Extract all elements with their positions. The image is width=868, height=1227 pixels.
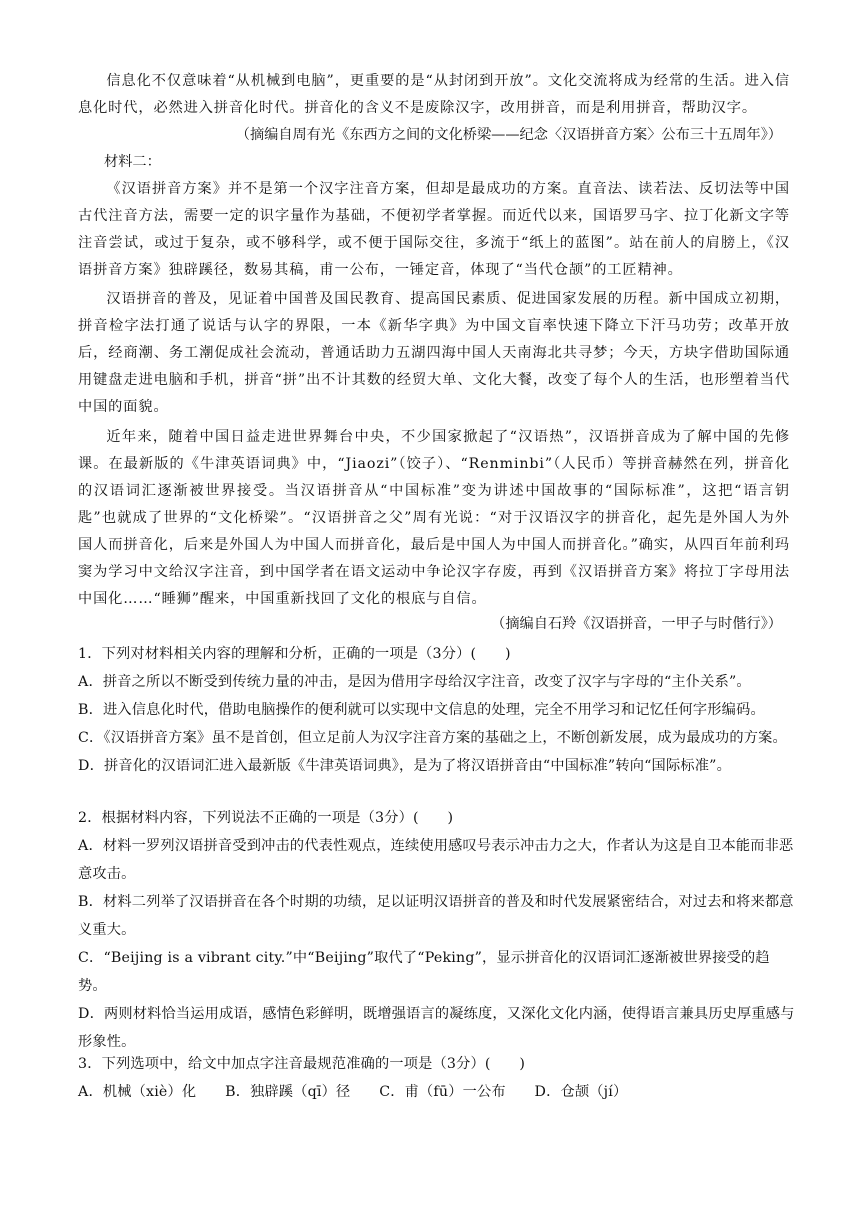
question-2-option-d: D．两则材料恰当运用成语，感情色彩鲜明，既增强语言的凝练度，又深化文化内涵，使得语言兼具历史厚重感与形象性。 (78, 1006, 795, 1050)
material2-paragraph-3: 近年来，随着中国日益走进世界舞台中央，不少国家掀起了“汉语热”，汉语拼音成为了解中国的先修课。在最新版的《牛津英语词典》中，“Jiaozi”（饺子）、“Renminbi”（人民币）等拼音赫然在列，拼音化的汉语词汇逐渐被世界接受。当汉语拼音从“中国标准”变为讲述中国故事的“国际标准”，这把“语言钥匙”也就成了世界的“文化桥梁”。“汉语拼音之父”周有光说：“对于汉语汉字的拼音化，起先是外国人为外国人而拼音化，后来是外国人为中国人而拼音化，最后是中国人为中国人而拼音化。”确实，从四百年前利玛窦为学习中文给汉字注音，到中国学者在语文运动中争论汉字存废，再到《汉语拼音方案》将拉丁字母用法中国化……“睡狮”醒来，中国重新找回了文化的根底与自信。 (78, 429, 790, 607)
source-citation-1: （摘编自周有光《东西方之间的文化桥梁——纪念〈汉语拼音方案〉公布三十五周年》） (235, 127, 782, 143)
question-1-option-b: B．进入信息化时代，借助电脑操作的便利就可以实现中文信息的处理，完全不用学习和记忆任何字形编码。 (78, 702, 765, 718)
question-1 (78, 640, 796, 780)
material2-label: 材料二： (104, 154, 161, 170)
question-2-stem: 2．根据材料内容，下列说法不正确的一项是（3分）( ) (78, 810, 454, 826)
source-citation-2: （摘编自石羚《汉语拼音，一甲子与时偕行》） (491, 616, 782, 632)
question-2 (78, 804, 796, 1056)
question-3 (78, 1050, 796, 1106)
material1-tail-paragraph: 信息化不仅意味着“从机械到电脑”，更重要的是“从封闭到开放”。文化交流将成为经常的生活。进入信息化时代，必然进入拼音化时代。拼音化的含义不是废除汉字，改用拼音，而是利用拼音，帮助汉字。 (78, 73, 790, 116)
question-3-stem: 3．下列选项中，给文中加点字注音最规范准确的一项是（3分）( ) (78, 1056, 526, 1072)
question-2-option-b: B．材料二列举了汉语拼音在各个时期的功绩，足以证明汉语拼音的普及和时代发展紧密结合，对过去和将来都意义重大。 (78, 894, 794, 938)
question-2-option-a: A．材料一罗列汉语拼音受到冲击的代表性观点，连续使用感叹号表示冲击力之大，作者认为这是自卫本能而非恶意攻击。 (78, 838, 794, 882)
question-2-option-c: C．“Beijing is a vibrant city.”中“Beijing”取代了“Peking”，显示拼音化的汉语词汇逐渐被世界接受的趋势。 (78, 950, 770, 994)
question-1-option-d: D．拼音化的汉语词汇进入最新版《牛津英语词典》，是为了将汉语拼音由“中国标准”转向“国际标准”。 (78, 758, 731, 774)
question-1-option-a: A．拼音之所以不断受到传统力量的冲击，是因为借用字母给汉字注音，改变了汉字与字母的“主仆关系”。 (78, 674, 751, 690)
question-1-stem: 1．下列对材料相关内容的理解和分析，正确的一项是（3分）( ) (78, 646, 511, 662)
material2-paragraph-2: 汉语拼音的普及，见证着中国普及国民教育、提高国民素质、促进国家发展的历程。新中国成立初期，拼音检字法打通了说话与认字的界限，一本《新华字典》为中国文盲率快速下降立下汗马功劳；改革开放后，经商潮、务工潮促成社会流动，普通话助力五湖四海中国人天南海北共寻梦；今天，方块字借助国际通用键盘走进电脑和手机，拼音“拼”出不计其数的经贸大单、文化大餐，改变了每个人的生活，也形塑着当代中国的面貌。 (78, 291, 790, 415)
question-3-options: A．机械（xiè）化 B．独辟蹊（qī）径 C．甫（fū）一公布 D．仓颉（jí） (78, 1084, 628, 1100)
material2-paragraph-1: 《汉语拼音方案》并不是第一个汉字注音方案，但却是最成功的方案。直音法、读若法、反切法等中国古代注音方法，需要一定的识字量作为基础，不便初学者掌握。而近代以来，国语罗马字、拉丁化新文字等注音尝试，或过于复杂，或不够科学，或不便于国际交往，多流于“纸上的蓝图”。站在前人的肩膀上，《汉语拼音方案》独辟蹊径，数易其稿，甫一公布，一锤定音，体现了“当代仓颉”的工匠精神。 (78, 181, 790, 278)
question-1-option-c: C．《汉语拼音方案》虽不是首创，但立足前人为汉字注音方案的基础之上，不断创新发展，成为最成功的方案。 (78, 730, 787, 746)
